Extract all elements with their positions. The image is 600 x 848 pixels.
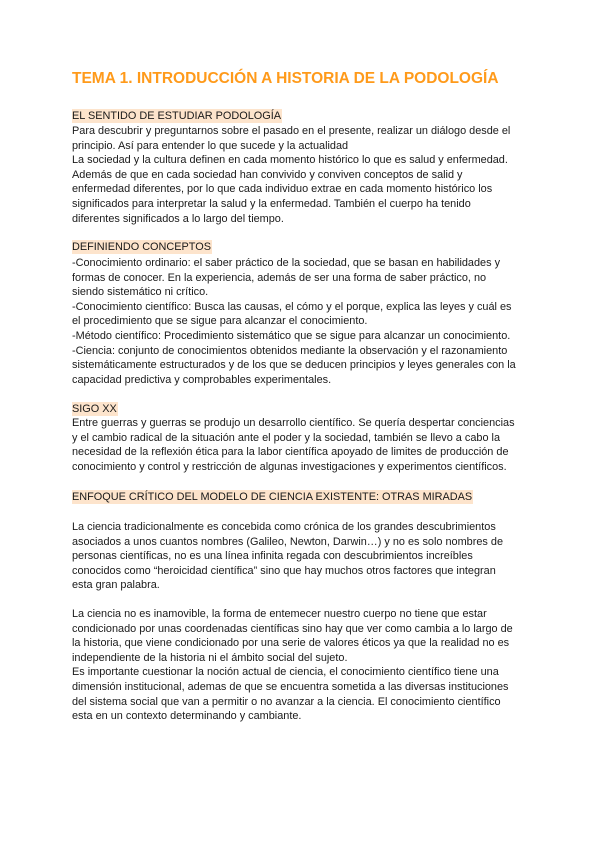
text-line: Entre guerras y guerras se produjo un desarrollo científico. Se quería despertar conciencias xyxy=(72,417,515,429)
text-line: asociados a unos cuantos nombres (Galileo, Newton, Darwin…) y no es solo nombres de xyxy=(72,535,503,548)
paragraph xyxy=(72,416,515,474)
text-line: -Ciencia: conjunto de conocimientos obtenidos mediante la observación y el razonamiento xyxy=(72,344,508,357)
text-line: personas científicas, no es una línea infinita regada con descubrimientos increíbles xyxy=(72,550,473,563)
text-line: significados para interpretar la salud y la enfermedad. También el cuerpo ha tenido xyxy=(72,197,471,210)
text-line: La sociedad y la cultura definen en cada momento histórico lo que es salud y enfermedad. xyxy=(72,154,508,167)
text-line: -Conocimiento ordinario: el saber práctico de la sociedad, que se basan en habilidades y xyxy=(72,257,501,269)
text-line: -Método científico: Procedimiento sistemático que se sigue para alcanzar un conocimiento. xyxy=(72,329,511,342)
text-line: independiente de la historia ni el ámbito social del sujeto. xyxy=(72,651,348,664)
text-line: La ciencia no es inamovible, la forma de entemecer nuestro cuerpo no tiene que estar xyxy=(72,608,487,620)
text-line: sistemáticamente estructurados y de los que se deducen principios y leyes generales con la xyxy=(72,359,516,372)
text-line: siendo sistemático ni crítico. xyxy=(72,286,209,299)
text-line: diferentes significados a lo largo del tiempo. xyxy=(72,212,284,225)
text-line: esta gran palabra. xyxy=(72,579,160,592)
page-title: TEMA 1. INTRODUCCIÓN A HISTORIA DE LA PODOLOGÍA xyxy=(72,70,499,87)
text-line: Es importante cuestionar la noción actual de ciencia, el conocimiento científico tiene una xyxy=(72,666,499,679)
text-line: Además de que en cada sociedad han convivido y conviven conceptos de salid y xyxy=(72,168,463,181)
text-line: condicionado por unas coordenadas científicas sino hay que ver como cambia a lo largo de xyxy=(72,622,513,635)
text-line: formas de conocer. En la experiencia, además de ser una forma de saber práctico, no xyxy=(72,271,487,284)
text-line: conocimiento y control y restricción de algunas investigaciones y experimentos científicos. xyxy=(72,460,507,473)
text-line: enfermedad diferentes, por lo que cada individuo extrae en cada momento histórico los xyxy=(72,183,493,196)
text-line: esta en un contexto determinando y cambiante. xyxy=(72,710,302,723)
text-line: La ciencia tradicionalmente es concebida como crónica de los grandes descubrimientos xyxy=(72,521,496,533)
text-line: conocidos como “heroicidad científica” sino que hay muchos otros factores que integran xyxy=(72,564,496,577)
section-heading: ENFOQUE CRÍTICO DEL MODELO DE CIENCIA EXISTENTE: OTRAS MIRADAS xyxy=(72,491,473,503)
text-line: capacidad predictiva y comprobables experimentales. xyxy=(72,373,332,386)
paragraph xyxy=(72,256,516,387)
text-line: principio. Así para entender lo que sucede y la actualidad xyxy=(72,139,349,152)
paragraph xyxy=(72,520,503,593)
text-line: la historia, que viene condicionado por una serie de valores éticos ya que la realidad no es xyxy=(72,637,510,650)
paragraph xyxy=(72,124,510,226)
section-heading: EL SENTIDO DE ESTUDIAR PODOLOGÍA xyxy=(72,110,281,122)
text-line: -Conocimiento científico: Busca las causas, el cómo y el porque, explica las leyes y cuál es xyxy=(72,300,512,313)
text-line: necesidad de la reflexión ética para la labor científica apoyado de limites de producción de xyxy=(72,446,509,459)
section-heading: SIGO XX xyxy=(72,403,117,415)
text-line: el procedimiento que se sigue para alcanzar el conocimiento. xyxy=(72,315,368,328)
text-line: Para descubrir y preguntarnos sobre el pasado en el presente, realizar un diálogo desde el xyxy=(72,125,511,137)
section-heading: DEFINIENDO CONCEPTOS xyxy=(72,241,211,253)
text-line: dimensión institucional, ademas de que se encuentra sometida a las diversas instituciones xyxy=(72,680,509,693)
paragraph xyxy=(72,607,513,724)
text-line: del sistema social que van a permitir o no avanzar a la ciencia. El conocimiento científico xyxy=(72,695,501,708)
text-line: y el cambio radical de la situación ante el poder y la sociedad, también se llevo a cabo la xyxy=(72,431,501,444)
